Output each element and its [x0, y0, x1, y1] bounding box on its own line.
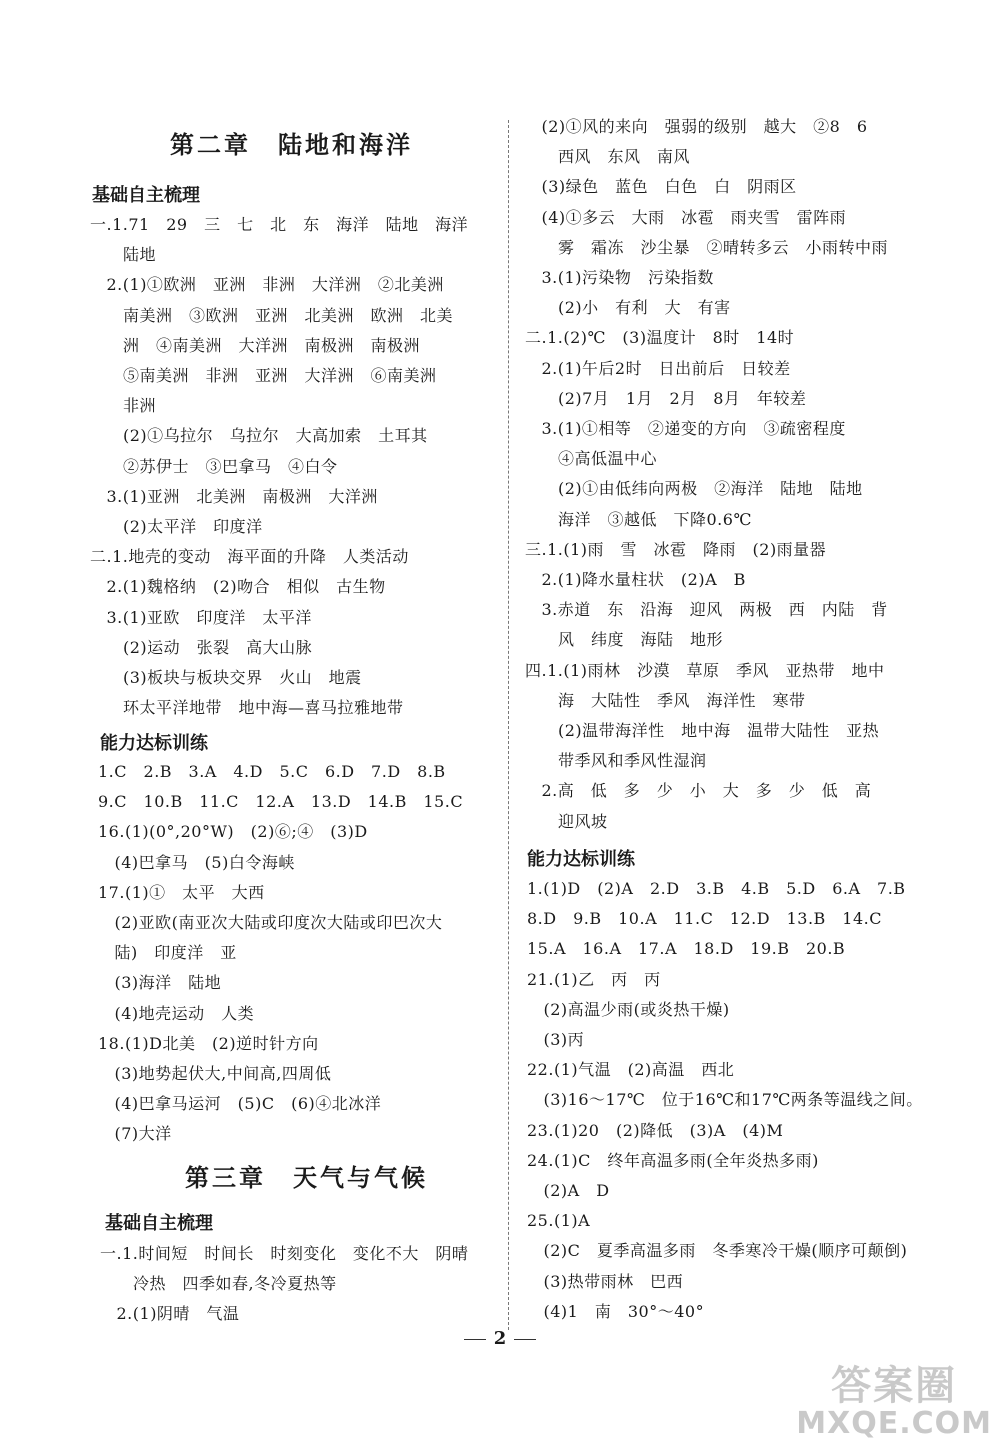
answer-line: 24.(1)C 终年高温多雨(全年炎热多雨): [527, 1150, 819, 1170]
answer-line: (3)丙: [527, 1030, 585, 1049]
chapter2-title: 第二章 陆地和海洋: [170, 131, 413, 159]
answer-line: 3.(1)污染物 污染指数: [525, 268, 714, 287]
answer-line: 1.C 2.B 3.A 4.D 5.C 6.D 7.D 8.B: [98, 762, 446, 781]
answer-line: 海洋 ③越低 下降0.6℃: [525, 509, 752, 529]
answer-line: 2.(1)午后2时 日出前后 日较差: [525, 358, 791, 378]
answer-line: 四.1.(1)雨林 沙漠 草原 季风 亚热带 地中: [525, 660, 885, 680]
answer-line: (2)C 夏季高温多雨 冬季寒冷干燥(顺序可颠倒): [527, 1241, 908, 1261]
answer-line: 25.(1)A: [527, 1211, 591, 1231]
answer-line: 2.(1)①欧洲 亚洲 非洲 大洋洲 ②北美洲: [90, 275, 444, 295]
answer-line: 陆) 印度洋 亚: [98, 943, 237, 963]
answer-line: (2)小 有利 大 有害: [525, 298, 731, 318]
answer-line: 15.A 16.A 17.A 18.D 19.B 20.B: [527, 939, 846, 959]
answer-line: (3)地势起伏大,中间高,四周低: [98, 1064, 332, 1083]
answer-line: 一.1.时间短 时间长 时刻变化 变化不大 阴晴: [100, 1244, 469, 1263]
answer-line: (2)A D: [527, 1181, 610, 1200]
answer-line: 2.(1)阴晴 气温: [100, 1304, 240, 1324]
answer-line: 1.(1)D (2)A 2.D 3.B 4.B 5.D 6.A 7.B: [527, 879, 906, 898]
answer-line: ⑤南美洲 非洲 亚洲 大洋洲 ⑥南美洲: [90, 366, 437, 385]
page-number: 2: [0, 1328, 1000, 1350]
answer-line: (2)①乌拉尔 乌拉尔 大高加索 土耳其: [90, 426, 428, 446]
answer-line: (3)热带雨林 巴西: [527, 1271, 684, 1291]
chapter3-title: 第三章 天气与气候: [185, 1164, 428, 1192]
answer-line: 16.(1)(0°,20°W) (2)⑥;④ (3)D: [98, 822, 368, 842]
answer-line: (3)16～17℃ 位于16℃和17℃两条等温线之间。: [527, 1090, 923, 1110]
answer-line: 3.赤道 东 沿海 迎风 两极 西 内陆 背: [525, 600, 888, 620]
answer-line: 22.(1)气温 (2)高温 西北: [527, 1060, 735, 1080]
answer-line: (3)绿色 蓝色 白色 白 阴雨区: [525, 177, 797, 197]
answer-line: (2)①由低纬向两极 ②海洋 陆地 陆地: [525, 479, 863, 499]
answer-line: (2)亚欧(南亚次大陆或印度次大陆或印巴次大: [98, 913, 443, 932]
answer-line: 迎风坡: [525, 811, 608, 831]
answer-line: 陆地: [90, 245, 157, 265]
answer-line: 西风 东风 南风: [525, 147, 691, 167]
answer-line: 三.1.(1)雨 雪 冰雹 降雨 (2)雨量器: [525, 539, 827, 559]
answer-line: 洲 ④南美洲 大洋洲 南极洲 南极洲: [90, 335, 421, 355]
answer-line: 3.(1)亚欧 印度洋 太平洋: [90, 607, 312, 627]
answer-line: (2)太平洋 印度洋: [90, 517, 263, 536]
answer-line: 2.(1)降水量柱状 (2)A B: [525, 570, 746, 589]
answer-line: ④高低温中心: [525, 449, 658, 469]
answer-line: 2.(1)魏格纳 (2)吻合 相似 古生物: [90, 577, 386, 597]
answer-line: 带季风和季风性湿润: [525, 751, 707, 771]
answer-line: 18.(1)D北美 (2)逆时针方向: [98, 1033, 319, 1053]
answer-line: 非洲: [90, 396, 157, 416]
answer-line: 2.高 低 多 少 小 大 多 少 低 高: [525, 781, 872, 801]
answer-line: 3.(1)亚洲 北美洲 南极洲 大洋洲: [90, 486, 378, 506]
answer-line: 环太平洋地带 地中海—喜马拉雅地带: [90, 698, 404, 718]
answer-line: 8.D 9.B 10.A 11.C 12.D 13.B 14.C: [527, 909, 882, 929]
answer-line: (3)海洋 陆地: [98, 973, 222, 993]
answer-line: 二.1.(2)℃ (3)温度计 8时 14时: [525, 328, 795, 348]
answer-line: 9.C 10.B 11.C 12.A 13.D 14.B 15.C: [98, 792, 464, 812]
answer-line: 23.(1)20 (2)降低 (3)A (4)M: [527, 1120, 784, 1140]
answer-line: 雾 霜冻 沙尘暴 ②晴转多云 小雨转中雨: [525, 237, 889, 257]
answer-line: 3.(1)①相等 ②递变的方向 ③疏密程度: [525, 419, 846, 438]
answer-line: (4)巴拿马 (5)白令海峡: [98, 852, 295, 872]
watermark-logo: 答案圈 MXQE.COM: [796, 1363, 992, 1441]
answer-line: (2)运动 张裂 高大山脉: [90, 637, 313, 657]
answer-line: ②苏伊士 ③巴拿马 ④白令: [90, 456, 338, 476]
answer-line: (4)①多云 大雨 冰雹 雨夹雪 雷阵雨: [525, 207, 847, 227]
answer-line: (7)大洋: [98, 1124, 172, 1144]
answer-line: 海 大陆性 季风 海洋性 寒带: [525, 690, 806, 710]
section-basic-heading-2: 基础自主梳理: [105, 1213, 213, 1234]
answer-line: (2)①风的来向 强弱的级别 越大 ②8 6: [525, 117, 868, 136]
answer-line: 风 纬度 海陆 地形: [525, 630, 724, 650]
answer-line: 二.1.地壳的变动 海平面的升降 人类活动: [90, 547, 409, 567]
answer-line: 17.(1)① 太平 大西: [98, 882, 265, 902]
answer-line: 冷热 四季如春,冬冷夏热等: [100, 1274, 337, 1294]
answer-line: 南美洲 ③欧洲 亚洲 北美洲 欧洲 北美: [90, 305, 454, 325]
answer-line: 21.(1)乙 丙 丙: [527, 969, 661, 989]
section-ability-heading: 能力达标训练: [100, 733, 208, 754]
answer-line: 一.1.71 29 三 七 北 东 海洋 陆地 海洋: [90, 215, 469, 234]
answer-line: (2)温带海洋性 地中海 温带大陆性 亚热: [525, 721, 880, 740]
section-basic-heading: 基础自主梳理: [92, 185, 200, 206]
answer-line: (4)巴拿马运河 (5)C (6)④北冰洋: [98, 1094, 382, 1114]
column-divider: [508, 120, 509, 1330]
answer-line: (3)板块与板块交界 火山 地震: [90, 668, 362, 687]
answer-line: (4)1 南 30°～40°: [527, 1301, 705, 1321]
section-ability-heading-right: 能力达标训练: [527, 849, 635, 870]
answer-line: (2)高温少雨(或炎热干燥): [527, 999, 730, 1019]
answer-line: (4)地壳运动 人类: [98, 1003, 255, 1023]
answer-line: (2)7月 1月 2月 8月 年较差: [525, 388, 807, 408]
